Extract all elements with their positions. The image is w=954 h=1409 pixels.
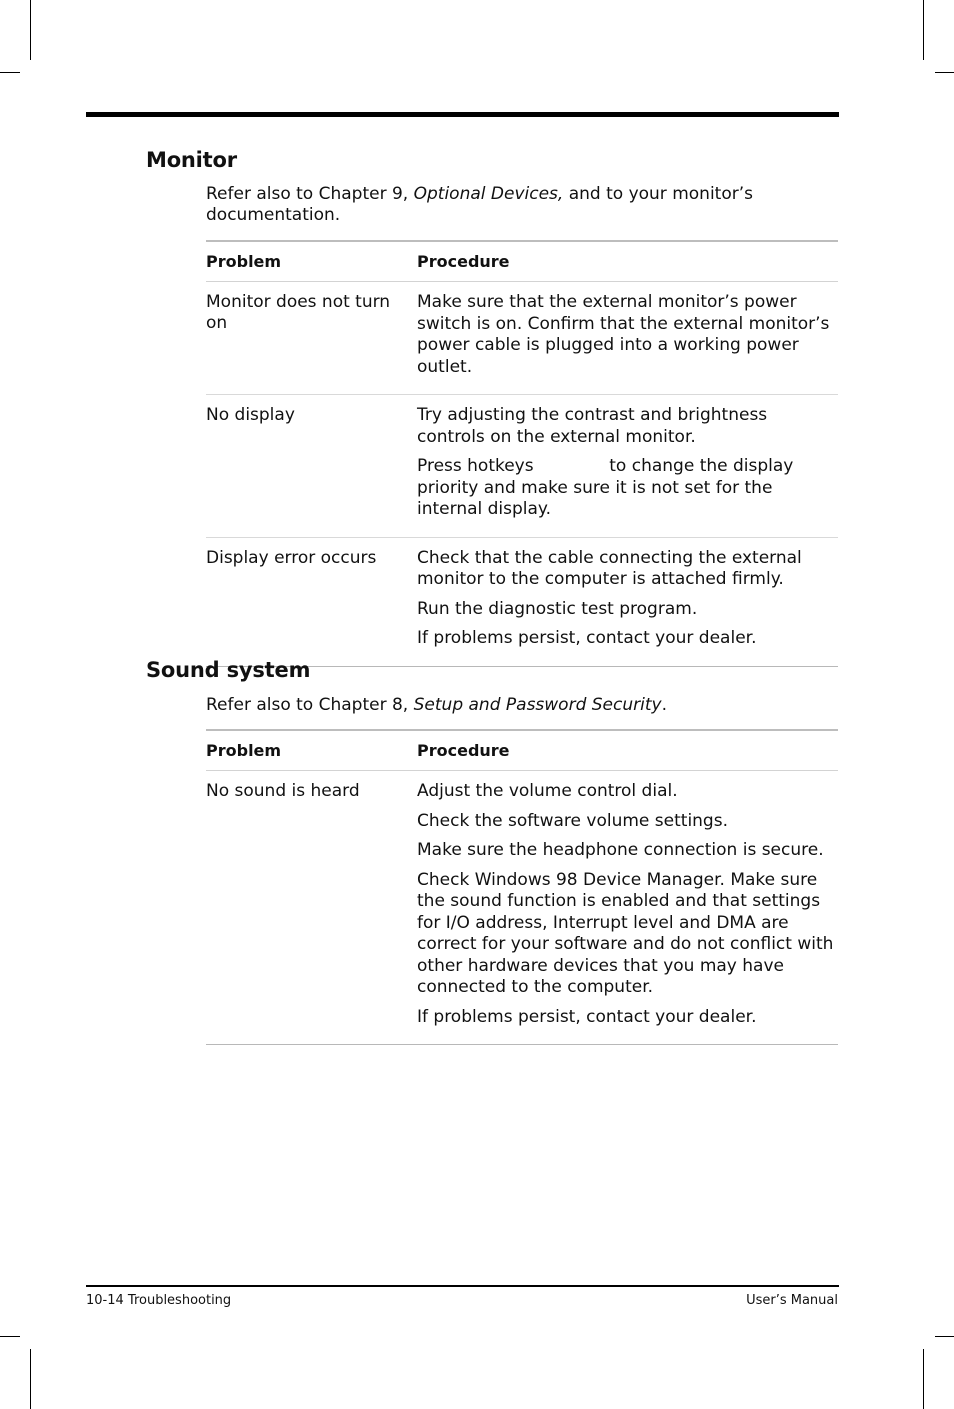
crop-mark bbox=[30, 0, 31, 60]
procedure-step: If problems persist, contact your dealer. bbox=[417, 628, 757, 648]
procedure-step: Run the diagnostic test program. bbox=[417, 598, 698, 619]
problem-cell: Display error occurs bbox=[206, 547, 377, 568]
section-title-monitor: Monitor bbox=[146, 148, 237, 172]
table-header bbox=[206, 240, 838, 282]
sound-reference: Refer also to Chapter 8, Setup and Password Security. bbox=[206, 695, 667, 715]
procedure-step: Adjust the volume control dial. bbox=[417, 781, 678, 801]
procedure-step: Make sure that the external monitor’s power switch is on. Confirm that the external monitor’s power cable is plugged into a working power outlet. bbox=[417, 292, 830, 377]
sound-table bbox=[206, 729, 838, 1045]
problem-cell: No display bbox=[206, 405, 295, 425]
procedure-step: Check the software volume settings. bbox=[417, 810, 728, 831]
crop-mark bbox=[935, 1336, 954, 1337]
footer-rule bbox=[86, 1285, 839, 1287]
procedure-step: If problems persist, contact your dealer. bbox=[417, 1006, 757, 1027]
procedure-step: Make sure the headphone connection is secure. bbox=[417, 840, 824, 860]
problem-cell: Monitor does not turn on bbox=[206, 292, 391, 333]
section-title-sound: Sound system bbox=[146, 658, 311, 682]
procedure-header: Procedure bbox=[417, 741, 510, 760]
crop-mark bbox=[935, 72, 954, 73]
procedure-step: Try adjusting the contrast and brightness controls on the external monitor. bbox=[417, 405, 768, 447]
header-rule bbox=[86, 112, 839, 117]
crop-mark bbox=[923, 1349, 924, 1409]
table-row bbox=[206, 282, 838, 395]
problem-header: Problem bbox=[206, 741, 282, 760]
procedure-step: Check that the cable connecting the external monitor to the computer is attached firmly. bbox=[417, 547, 802, 589]
procedure-step: Check Windows 98 Device Manager. Make sure the sound function is enabled and that settings for I/O address, Interrupt level and DMA are correct for your software and do not conflict with other hardware devices that you may have connected to the computer. bbox=[417, 869, 834, 997]
crop-mark bbox=[923, 0, 924, 60]
procedure-header: Procedure bbox=[417, 252, 510, 271]
monitor-reference: Refer also to Chapter 9, Optional Devices, and to your monitor’s documentation. bbox=[206, 184, 753, 225]
problem-cell: No sound is heard bbox=[206, 781, 360, 801]
problem-header: Problem bbox=[206, 252, 282, 271]
monitor-table bbox=[206, 240, 838, 667]
table-row bbox=[206, 771, 838, 1045]
crop-mark bbox=[0, 1336, 20, 1337]
crop-mark bbox=[0, 72, 20, 73]
table-row bbox=[206, 538, 838, 667]
table-header bbox=[206, 729, 838, 771]
procedure-step: Press hotkeys to change the display priority and make sure it is not set for the internal display. bbox=[417, 456, 799, 519]
footer-manual-label: User’s Manual bbox=[746, 1293, 838, 1308]
crop-mark bbox=[30, 1349, 31, 1409]
table-row bbox=[206, 395, 838, 538]
footer-page-label: 10-14 Troubleshooting bbox=[86, 1293, 232, 1308]
